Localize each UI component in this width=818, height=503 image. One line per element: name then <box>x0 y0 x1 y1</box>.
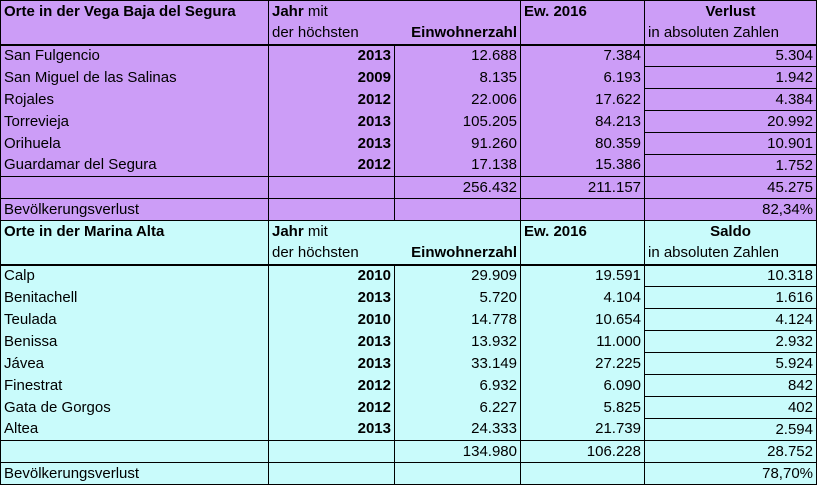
total-label <box>1 177 269 199</box>
col-header-einwohner: Einwohnerzahl <box>395 243 521 265</box>
population-2016: 84.213 <box>521 111 645 133</box>
col-header-year-bold: Jahr <box>272 222 304 240</box>
peak-year: 2012 <box>269 397 395 419</box>
col-header-einwohner: Einwohnerzahl <box>395 23 521 45</box>
peak-population: 29.909 <box>395 265 521 287</box>
place-name: Orihuela <box>1 133 269 155</box>
col-header-ew: Ew. 2016 <box>521 1 645 23</box>
col-header-year-line2: der höchsten <box>269 243 395 265</box>
difference: 10.901 <box>645 133 817 155</box>
table-row <box>1 111 817 133</box>
col-header-year-bold: Jahr <box>272 2 304 20</box>
place-name: Guardamar del Segura <box>1 155 269 177</box>
loss-row <box>1 199 817 221</box>
table-row <box>1 309 817 331</box>
difference: 1.942 <box>645 67 817 89</box>
peak-population: 13.932 <box>395 331 521 353</box>
place-name: Torrevieja <box>1 111 269 133</box>
place-name: San Miguel de las Salinas <box>1 67 269 89</box>
peak-population: 5.720 <box>395 287 521 309</box>
section-title-cont <box>1 23 269 45</box>
header-row <box>1 221 817 243</box>
header-row <box>1 1 817 23</box>
place-name: San Fulgencio <box>1 45 269 67</box>
peak-year: 2013 <box>269 45 395 67</box>
table-row <box>1 67 817 89</box>
col-header-diff-line2: in absoluten Zahlen <box>645 243 817 265</box>
difference: 5.304 <box>645 45 817 67</box>
peak-year: 2013 <box>269 111 395 133</box>
peak-population: 24.333 <box>395 419 521 441</box>
peak-population: 22.006 <box>395 89 521 111</box>
difference: 10.318 <box>645 265 817 287</box>
loss-blank-3 <box>521 463 645 485</box>
loss-blank-3 <box>521 199 645 221</box>
loss-percentage: 78,70% <box>645 463 817 485</box>
population-2016: 15.386 <box>521 155 645 177</box>
col-header-ew: Ew. 2016 <box>521 221 645 243</box>
loss-blank-2 <box>395 199 521 221</box>
peak-population: 33.149 <box>395 353 521 375</box>
col-header-year-rest: mit <box>303 2 328 20</box>
total-difference: 28.752 <box>645 441 817 463</box>
col-header-diff-line2: in absoluten Zahlen <box>645 23 817 45</box>
total-blank <box>269 441 395 463</box>
population-2016: 21.739 <box>521 419 645 441</box>
total-blank <box>269 177 395 199</box>
col-header-diff: Saldo <box>645 221 817 243</box>
difference: 2.932 <box>645 331 817 353</box>
population-2016: 19.591 <box>521 265 645 287</box>
section-title: Orte in der Vega Baja del Segura <box>1 1 269 23</box>
place-name: Rojales <box>1 89 269 111</box>
col-header-year <box>269 1 395 23</box>
peak-population: 91.260 <box>395 133 521 155</box>
place-name: Teulada <box>1 309 269 331</box>
total-difference: 45.275 <box>645 177 817 199</box>
peak-year: 2012 <box>269 89 395 111</box>
loss-blank-1 <box>269 463 395 485</box>
difference: 842 <box>645 375 817 397</box>
total-row <box>1 441 817 463</box>
header-row <box>1 243 817 265</box>
population-2016: 27.225 <box>521 353 645 375</box>
table-row <box>1 89 817 111</box>
table-row <box>1 375 817 397</box>
loss-blank-2 <box>395 463 521 485</box>
col-header-blank <box>395 1 521 23</box>
place-name: Finestrat <box>1 375 269 397</box>
section-title-cont <box>1 243 269 265</box>
difference: 2.594 <box>645 419 817 441</box>
population-2016: 80.359 <box>521 133 645 155</box>
peak-year: 2010 <box>269 309 395 331</box>
difference: 4.124 <box>645 309 817 331</box>
total-label <box>1 441 269 463</box>
col-header-year-rest: mit <box>303 222 328 240</box>
place-name: Gata de Gorgos <box>1 397 269 419</box>
col-header-ew-cont <box>521 243 645 265</box>
place-name: Altea <box>1 419 269 441</box>
population-2016: 17.622 <box>521 89 645 111</box>
place-name: Benitachell <box>1 287 269 309</box>
section-title: Orte in der Marina Alta <box>1 221 269 243</box>
loss-blank-1 <box>269 199 395 221</box>
population-2016: 5.825 <box>521 397 645 419</box>
population-2016: 6.193 <box>521 67 645 89</box>
table-row <box>1 353 817 375</box>
table-row <box>1 419 817 441</box>
total-peak: 134.980 <box>395 441 521 463</box>
peak-population: 12.688 <box>395 45 521 67</box>
col-header-diff: Verlust <box>645 1 817 23</box>
table-row <box>1 45 817 67</box>
peak-year: 2013 <box>269 419 395 441</box>
table-row <box>1 331 817 353</box>
peak-year: 2013 <box>269 287 395 309</box>
table-body <box>1 1 817 485</box>
col-header-year-line2: der höchsten <box>269 23 395 45</box>
loss-label: Bevölkerungsverlust <box>1 199 269 221</box>
peak-year: 2010 <box>269 265 395 287</box>
place-name: Benissa <box>1 331 269 353</box>
population-2016: 11.000 <box>521 331 645 353</box>
peak-population: 14.778 <box>395 309 521 331</box>
difference: 1.752 <box>645 155 817 177</box>
population-2016: 4.104 <box>521 287 645 309</box>
total-row <box>1 177 817 199</box>
peak-year: 2013 <box>269 133 395 155</box>
peak-population: 8.135 <box>395 67 521 89</box>
population-2016: 10.654 <box>521 309 645 331</box>
place-name: Jávea <box>1 353 269 375</box>
table-row <box>1 397 817 419</box>
peak-year: 2013 <box>269 353 395 375</box>
place-name: Calp <box>1 265 269 287</box>
total-peak: 256.432 <box>395 177 521 199</box>
population-2016: 7.384 <box>521 45 645 67</box>
peak-population: 17.138 <box>395 155 521 177</box>
table-row <box>1 287 817 309</box>
difference: 4.384 <box>645 89 817 111</box>
peak-year: 2013 <box>269 331 395 353</box>
difference: 402 <box>645 397 817 419</box>
peak-year: 2012 <box>269 375 395 397</box>
difference: 1.616 <box>645 287 817 309</box>
header-row <box>1 23 817 45</box>
table-row <box>1 155 817 177</box>
table-row <box>1 265 817 287</box>
peak-year: 2012 <box>269 155 395 177</box>
peak-population: 6.932 <box>395 375 521 397</box>
population-2016: 6.090 <box>521 375 645 397</box>
peak-year: 2009 <box>269 67 395 89</box>
difference: 20.992 <box>645 111 817 133</box>
difference: 5.924 <box>645 353 817 375</box>
total-2016: 211.157 <box>521 177 645 199</box>
loss-row <box>1 463 817 485</box>
peak-population: 6.227 <box>395 397 521 419</box>
col-header-year <box>269 221 395 243</box>
peak-population: 105.205 <box>395 111 521 133</box>
loss-percentage: 82,34% <box>645 199 817 221</box>
col-header-ew-cont <box>521 23 645 45</box>
total-2016: 106.228 <box>521 441 645 463</box>
table-row <box>1 133 817 155</box>
loss-label: Bevölkerungsverlust <box>1 463 269 485</box>
col-header-blank <box>395 221 521 243</box>
